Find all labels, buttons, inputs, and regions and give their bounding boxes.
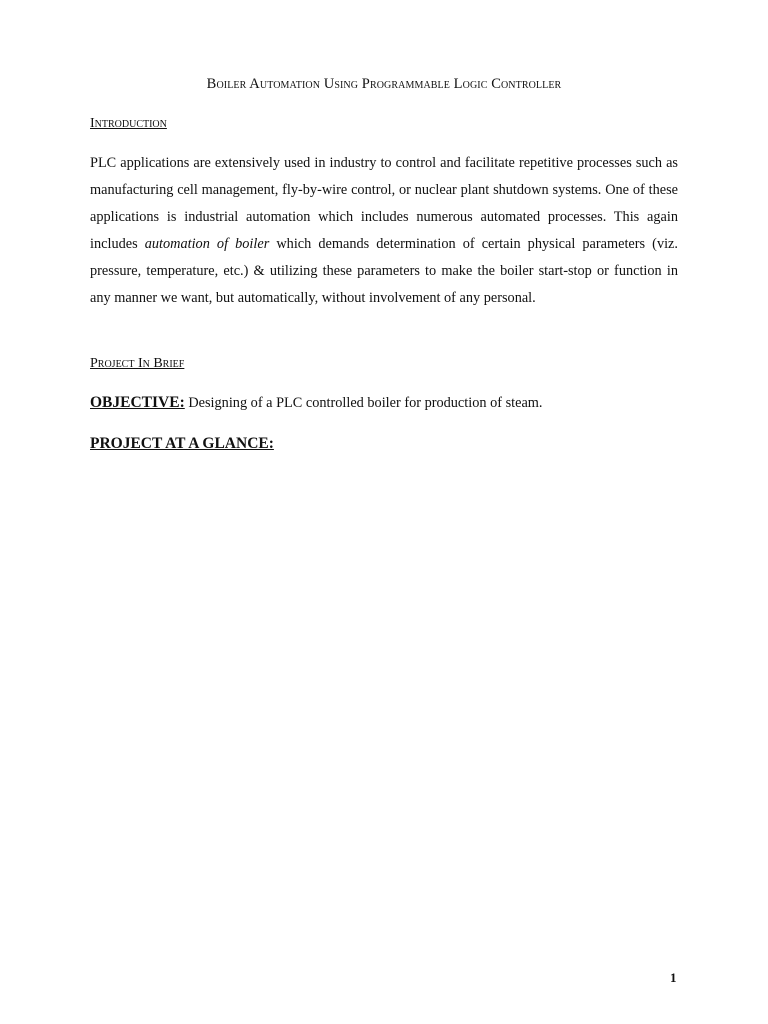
objective-line [90,394,543,412]
introduction-text-part1: PLC applications are extensively used in industry to control and facilitate repetitive processes such as manufacturing cell management, fly-by-wire control, or nuclear plant shutdown systems. One of these applications is industrial automation which includes numerous automated processes. This again includes [90,155,678,252]
introduction-text-part2: which demands determination of certain physical parameters (viz. pressure, temperature, etc.) & utilizing these parameters to make the boiler start-stop or function in any manner we want, but automatically, without involvement of any personal. [90,236,678,306]
introduction-paragraph [90,150,678,312]
objective-text: Designing of a PLC controlled boiler for production of steam. [184,395,543,411]
introduction-heading: Introduction [90,116,167,131]
project-at-a-glance-heading: PROJECT AT A GLANCE: [90,435,274,452]
objective-label: OBJECTIVE: [90,394,185,411]
document-title: Boiler Automation Using Programmable Logic Controller [206,76,562,92]
page-number: 1 [670,970,677,985]
project-in-brief-heading: Project In Brief [90,356,185,371]
introduction-text-italic: automation of boiler [144,236,270,252]
